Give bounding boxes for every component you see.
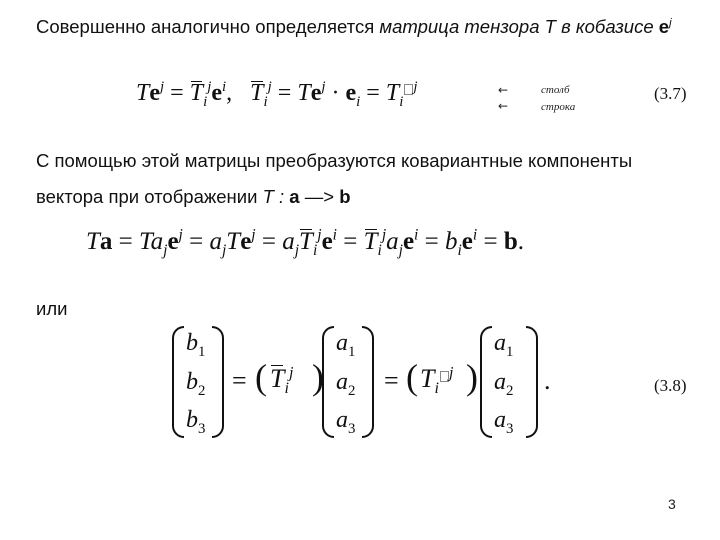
page-number: 3 (668, 496, 676, 512)
equation-3-7: $Te^j = T_i^je^i$, $T_i^j = Te^j \cdot e_i = T_i^j$ (136, 79, 418, 110)
intro-line (36, 16, 672, 38)
matrix-b: $b_1$ $b_2$ $b_3$ (172, 326, 224, 438)
para-line-2 (36, 186, 351, 208)
basis-sup: j (669, 16, 672, 29)
para-line-2-text: вектора при отображении (36, 186, 263, 207)
matrix-a-1: $a_1$ $a_2$ $a_3$ (322, 326, 374, 438)
intro-text: Совершенно аналогично определяется (36, 16, 380, 37)
matrix-t-sub: $T_i^j$ (420, 364, 454, 398)
period: . (544, 366, 551, 395)
note-col: столб (541, 84, 570, 96)
arrow-row-icon: ← (498, 99, 509, 113)
matrix-a-2: $a_1$ $a_2$ $a_3$ (480, 326, 538, 438)
paren-right-t1: ) (312, 357, 324, 397)
vector-b: b (339, 186, 351, 207)
vector-a: a (289, 186, 300, 207)
map-symbol: T : (262, 186, 285, 207)
or-label: или (36, 298, 68, 319)
paren-right-t2: ) (466, 357, 478, 397)
equals-sign-2: = (384, 366, 399, 395)
matrix-t-bar: $T_i^j$ (270, 364, 294, 398)
equation-transform: $Ta = Ta_je^j = a_jTe^j = a_jT_i^je^i = T_i^ja_je^i = b_ie^i = b$. (86, 226, 524, 259)
paren-left-t2: ( (406, 357, 418, 397)
arrow-col-icon: ← (498, 83, 509, 97)
note-row: строка (541, 101, 576, 113)
equation-number-3-7: (3.7) (654, 84, 687, 103)
basis-symbol: e (658, 16, 670, 37)
intro-emph: матрица тензора T в кобазисе (379, 16, 659, 37)
para-line-1: С помощью этой матрицы преобразуются ковариантные компоненты (36, 150, 633, 171)
map-arrow: —> (299, 186, 340, 207)
equals-sign-1: = (232, 366, 247, 395)
equation-number-3-8: (3.8) (654, 376, 687, 395)
paren-left-t1: ( (255, 357, 267, 397)
